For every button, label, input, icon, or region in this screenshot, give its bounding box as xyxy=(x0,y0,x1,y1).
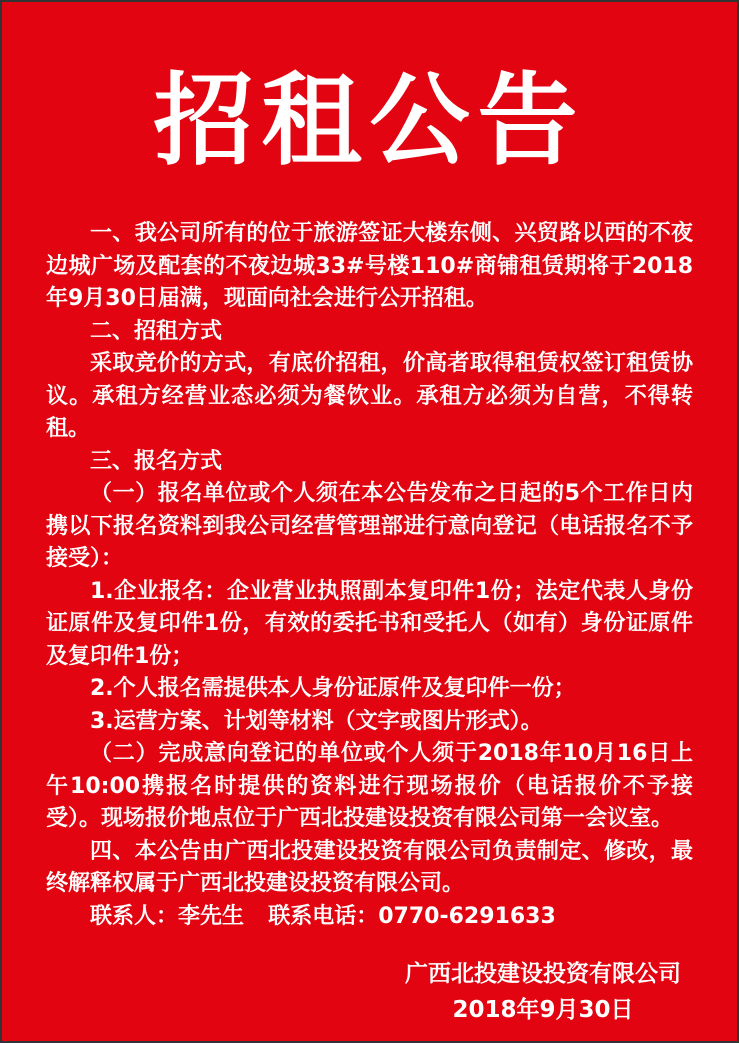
contact-person-name: 李先生 xyxy=(178,903,245,929)
contact-phone-number: 0770-6291633 xyxy=(378,903,556,929)
contact-person-label: 联系人： xyxy=(90,903,179,929)
clause-property-description: 一、我公司所有的位于旅游签证大楼东侧、兴贸路以西的不夜边城广场及配套的不夜边城33#号楼110#商铺租赁期将于2018年9月30日届满，现面向社会进行公开招租。 xyxy=(46,221,693,311)
contact-line xyxy=(46,901,693,934)
signature-date: 2018年9月30日 xyxy=(452,997,634,1023)
clause-registration-requirements: （一）报名单位或个人须在本公告发布之日起的5个工作日内携以下报名资料到我公司经营管理部进行意向登记（电话报名不予接受）： xyxy=(46,481,693,571)
list-item-enterprise-registration: 1.企业报名：企业营业执照副本复印件1份；法定代表人身份证原件及复印件1份，有效的委托书和受托人（如有）身份证原件及复印件1份； xyxy=(46,578,693,669)
announcement-body xyxy=(46,218,693,933)
list-item-individual-registration: 2.个人报名需提供本人身份证原件及复印件一份； xyxy=(90,676,576,701)
section-heading-rental-method: 二、招租方式 xyxy=(90,318,223,344)
section-heading-registration: 三、报名方式 xyxy=(90,448,223,474)
contact-phone-label: 联系电话： xyxy=(268,903,379,929)
page-title: 招租公告 xyxy=(153,61,586,179)
clause-interpretation-right: 四、本公告由广西北投建设投资有限公司负责制定、修改，最终解释权属于广西北投建设投资有限公司。 xyxy=(46,838,693,896)
signature-block xyxy=(2,959,681,1025)
clause-rental-method: 采取竞价的方式，有底价招租，价高者取得租赁权签订租赁协议。承租方经营业态必须为餐饮业。承租方必须为自营，不得转租。 xyxy=(46,351,693,441)
clause-bidding-arrangement: （二）完成意向登记的单位或个人须于2018年10月16日上午10:00携报名时提供的资料进行现场报价（电话报价不予接受）。现场报价地点位于广西北投建设投资有限公司第一会议室。 xyxy=(46,741,693,831)
signature-company: 广西北投建设投资有限公司 xyxy=(405,961,681,987)
list-item-operation-plan: 3.运营方案、计划等材料（文字或图片形式）。 xyxy=(90,708,543,734)
